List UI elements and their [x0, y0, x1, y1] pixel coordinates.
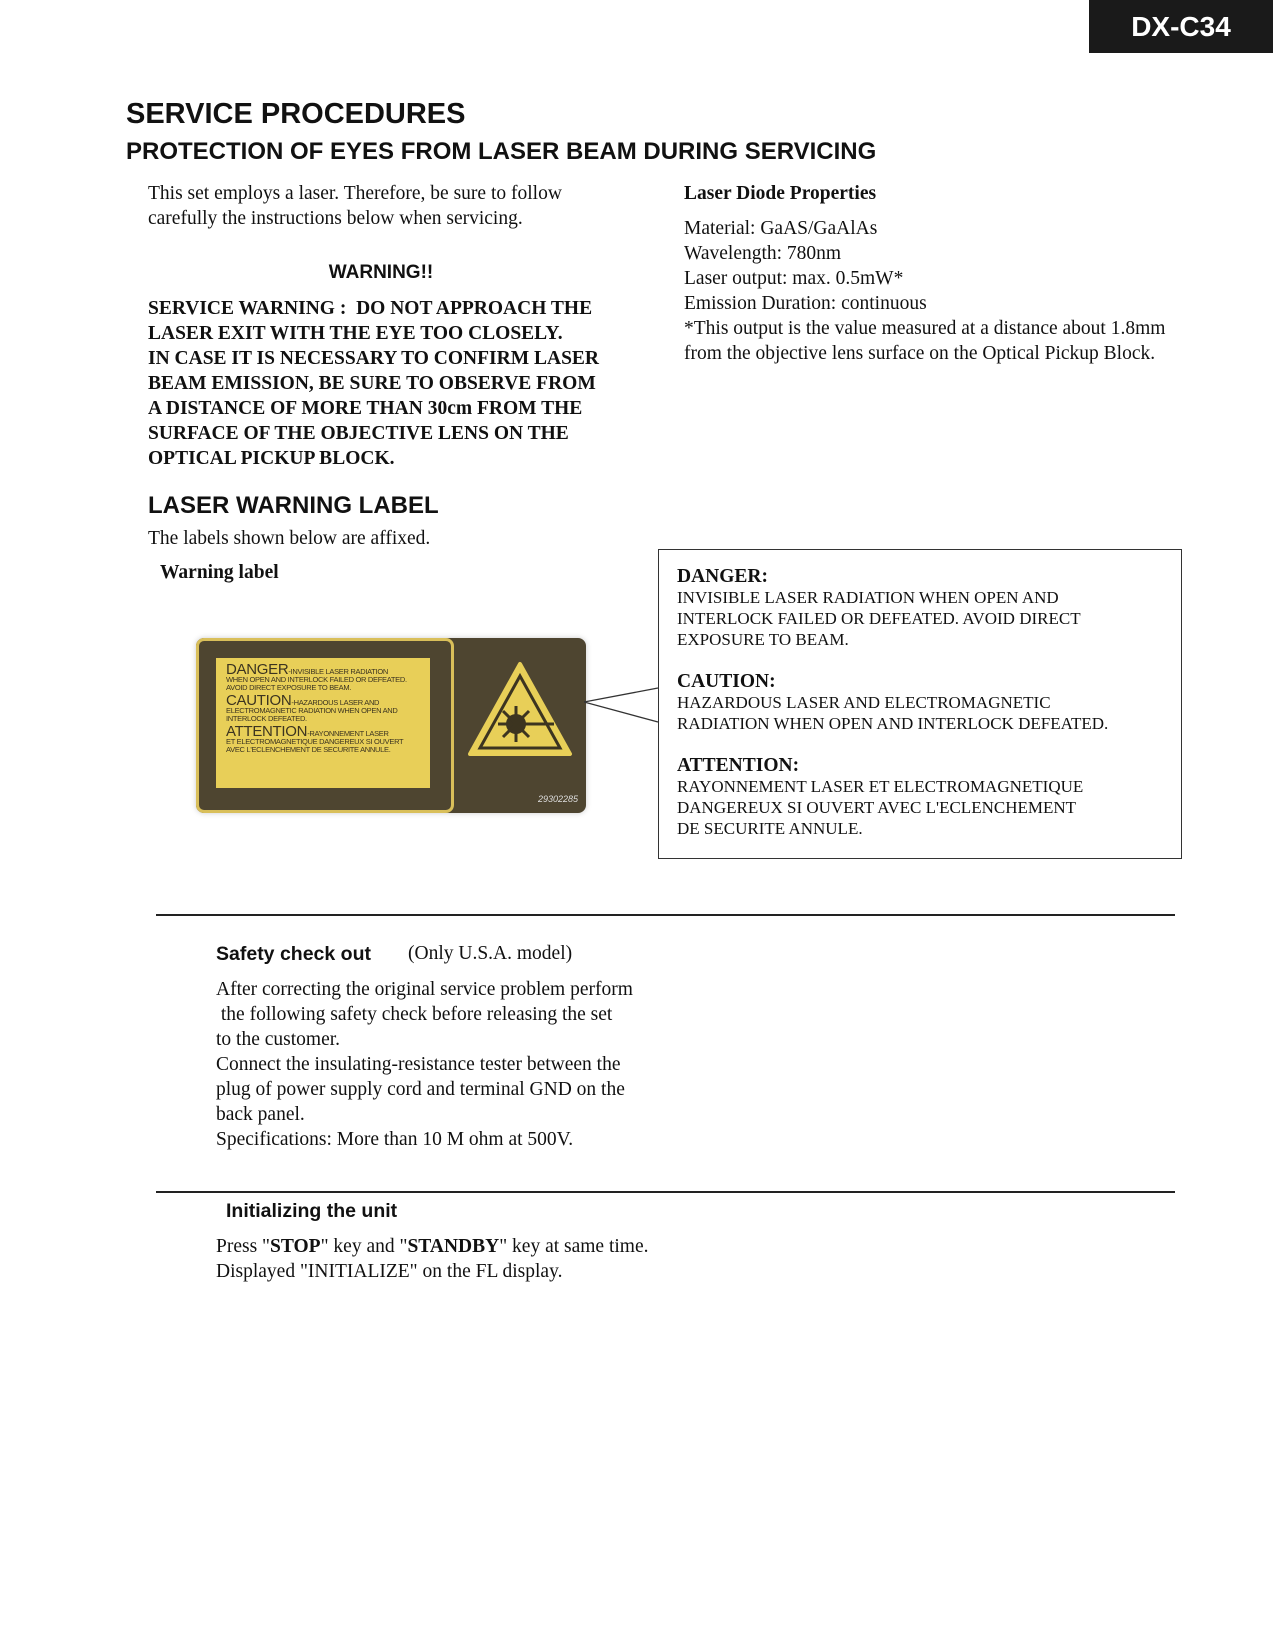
sticker-line: WHEN OPEN AND INTERLOCK FAILED OR DEFEATED.	[226, 675, 407, 684]
callout-caution-heading: CAUTION:	[677, 671, 776, 692]
prop-line: Emission Duration: continuous	[684, 293, 927, 314]
safety-text	[216, 977, 633, 1152]
sticker-line: ET ELECTROMAGNETIQUE DANGEREUX SI OUVERT	[226, 737, 404, 746]
sticker-attention: ATTENTION	[226, 723, 308, 740]
warning-line: IN CASE IT IS NECESSARY TO CONFIRM LASER	[148, 348, 600, 369]
standby-key: STANDBY	[407, 1236, 500, 1257]
safety-line: back panel.	[216, 1104, 305, 1125]
sticker-line: -INVISIBLE LASER RADIATION	[288, 667, 388, 676]
page-title: SERVICE PROCEDURES	[126, 98, 466, 130]
model-badge: DX-C34	[1089, 0, 1273, 53]
callout-leader-lines	[584, 680, 660, 726]
warning-line: BEAM EMISSION, BE SURE TO OBSERVE FROM	[148, 373, 596, 394]
sticker-line: -RAYONNEMENT LASER	[307, 729, 389, 738]
warning-text	[148, 296, 599, 471]
init-line-2: Displayed "INITIALIZE" on the FL display.	[216, 1261, 563, 1282]
stop-key: STOP	[270, 1236, 321, 1257]
label-section-heading: LASER WARNING LABEL	[148, 492, 439, 519]
callout-line: HAZARDOUS LASER AND ELECTROMAGNETIC	[677, 693, 1051, 712]
sticker-danger: DANGER	[226, 661, 289, 678]
safety-line: Specifications: More than 10 M ohm at 500V.	[216, 1129, 574, 1150]
sticker-line: AVOID DIRECT EXPOSURE TO BEAM.	[226, 683, 352, 692]
callout-line: INVISIBLE LASER RADIATION WHEN OPEN AND	[677, 588, 1059, 607]
warning-line: LASER EXIT WITH THE EYE TOO CLOSELY.	[148, 323, 563, 344]
warning-line: SERVICE WARNING : DO NOT APPROACH THE	[148, 298, 593, 319]
callout-line: RADIATION WHEN OPEN AND INTERLOCK DEFEATED.	[677, 714, 1109, 733]
warning-line: A DISTANCE OF MORE THAN 30cm FROM THE	[148, 398, 583, 419]
warning-line: SURFACE OF THE OBJECTIVE LENS ON THE	[148, 423, 569, 444]
init-text-part: Press "	[216, 1236, 271, 1257]
safety-line: to the customer.	[216, 1029, 341, 1050]
init-text-part: " key and "	[320, 1236, 408, 1257]
prop-line: Material: GaAS/GaAlAs	[684, 218, 878, 239]
label-caption: Warning label	[160, 562, 279, 583]
callout-line: DANGEREUX SI OUVERT AVEC L'ECLENCHEMENT	[677, 798, 1077, 817]
safety-line: the following safety check before releasing the set	[216, 1004, 613, 1025]
callout-attention-heading: ATTENTION:	[677, 755, 800, 776]
prop-line: *This output is the value measured at a distance about 1.8mm	[684, 318, 1166, 339]
laser-props	[684, 216, 1165, 366]
sticker-text-panel	[216, 658, 430, 788]
safety-line: plug of power supply cord and terminal GND on the	[216, 1079, 625, 1100]
intro-line: carefully the instructions below when servicing.	[148, 208, 523, 229]
safety-heading: Safety check out	[216, 943, 371, 965]
safety-note: (Only U.S.A. model)	[408, 943, 573, 964]
sticker-part-number: 29302285	[538, 794, 579, 804]
prop-line: Laser output: max. 0.5mW*	[684, 268, 904, 289]
sticker-line: INTERLOCK DEFEATED.	[226, 714, 307, 723]
init-text	[216, 1234, 649, 1284]
callout-line: EXPOSURE TO BEAM.	[677, 630, 849, 649]
init-text-part: " key at same time.	[499, 1236, 649, 1257]
divider	[156, 914, 1175, 916]
sticker-line: ELECTROMAGNETIC RADIATION WHEN OPEN AND	[226, 706, 398, 715]
warning-line: OPTICAL PICKUP BLOCK.	[148, 448, 395, 469]
callout-line: INTERLOCK FAILED OR DEFEATED. AVOID DIRECT	[677, 609, 1081, 628]
warning-sticker	[196, 638, 586, 813]
safety-line: Connect the insulating-resistance tester between the	[216, 1054, 621, 1075]
section-subtitle: PROTECTION OF EYES FROM LASER BEAM DURING SERVICING	[126, 138, 877, 165]
prop-line: Wavelength: 780nm	[684, 243, 842, 264]
sticker-line: -HAZARDOUS LASER AND	[291, 698, 380, 707]
divider	[156, 1191, 1175, 1193]
label-section-text: The labels shown below are affixed.	[148, 528, 431, 549]
laser-hazard-icon	[466, 660, 574, 760]
prop-line: from the objective lens surface on the Optical Pickup Block.	[684, 343, 1156, 364]
intro-text	[148, 181, 562, 231]
init-heading: Initializing the unit	[226, 1200, 398, 1222]
sticker-caution: CAUTION	[226, 692, 292, 709]
callout-line: RAYONNEMENT LASER ET ELECTROMAGNETIQUE	[677, 777, 1084, 796]
callout-box	[658, 549, 1182, 859]
callout-danger-heading: DANGER:	[677, 566, 768, 587]
safety-line: After correcting the original service problem perform	[216, 979, 633, 1000]
intro-line: This set employs a laser. Therefore, be sure to follow	[148, 183, 562, 204]
warning-heading: WARNING!!	[328, 262, 434, 283]
sticker-line: AVEC L'ECLENCHEMENT DE SECURITE ANNULE.	[226, 745, 391, 754]
callout-line: DE SECURITE ANNULE.	[677, 819, 863, 838]
init-line-1	[216, 1234, 649, 1259]
laser-props-heading: Laser Diode Properties	[684, 183, 877, 204]
